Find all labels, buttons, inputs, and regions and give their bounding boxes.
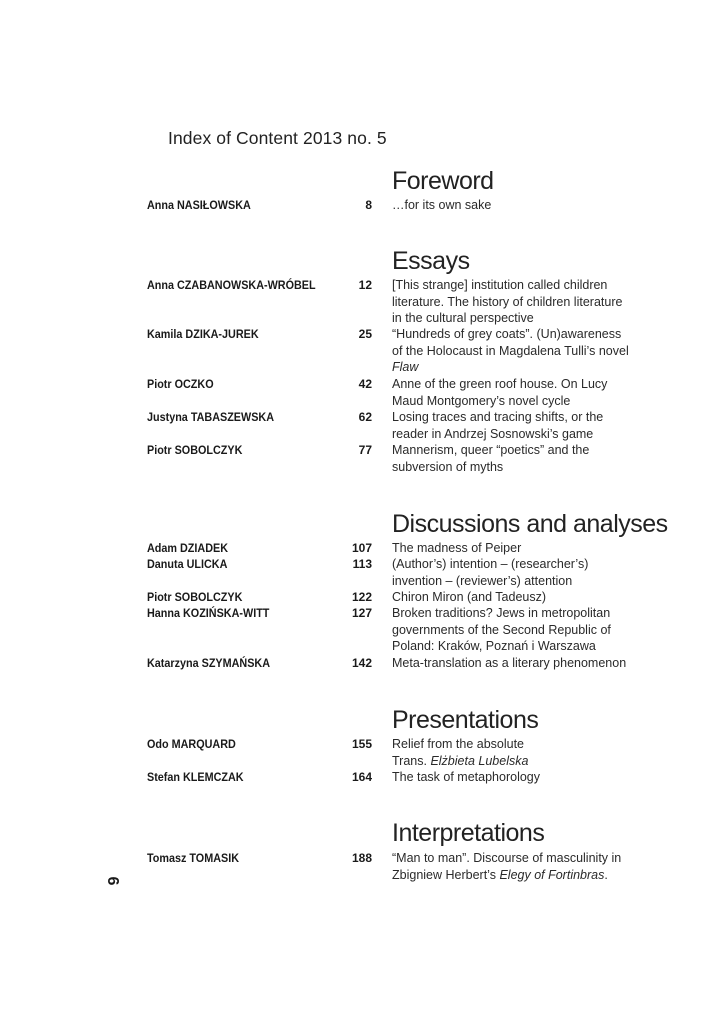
section-title: Presentations: [392, 706, 539, 734]
entry-author: Piotr OCZKO: [147, 377, 214, 391]
page-folio: 6: [104, 876, 121, 886]
entry-page: 155: [351, 737, 372, 751]
section-title: Interpretations: [392, 819, 545, 847]
entry-page: 122: [351, 590, 372, 604]
entry-title-mixed-line: [392, 867, 620, 884]
entry-title: [392, 326, 629, 376]
entry-title-line: (Author’s) intention – (researcher’s): [392, 557, 589, 571]
title-prefix: Zbigniew Herbert’s: [392, 867, 500, 882]
entry-title-line: subversion of myths: [392, 459, 504, 474]
entry-title: [392, 442, 620, 475]
entry-title: [392, 769, 620, 786]
entry-title-line: …for its own sake: [392, 198, 492, 212]
page-header: Index of Content 2013 no. 5: [168, 128, 387, 148]
entry-title-line: Maud Montgomery’s novel cycle: [392, 393, 571, 408]
entry-author: Odo MARQUARD: [147, 737, 236, 751]
translator-prefix: Trans.: [392, 753, 431, 768]
entry-title: [392, 540, 620, 557]
entry-title: [392, 409, 620, 442]
entry-author: Adam DZIADEK: [147, 541, 229, 555]
entry-author: Danuta ULICKA: [147, 557, 228, 571]
entry-page: 127: [351, 606, 372, 620]
entry-title-line: Broken traditions? Jews in metropolitan: [392, 606, 611, 620]
entry-page: 113: [352, 557, 372, 571]
entry-title-line: [This strange] institution called children: [392, 278, 608, 292]
entry-author: Piotr SOBOLCZYK: [147, 590, 243, 604]
entry-author: Kamila DZIKA-JUREK: [147, 327, 259, 341]
entry-title: [392, 589, 620, 606]
entry-author: Piotr SOBOLCZYK: [147, 443, 243, 457]
entry-title-line: Mannerism, queer “poetics” and the: [392, 443, 590, 457]
title-italic: Elegy of Fortinbras: [499, 867, 605, 882]
entry-title-line: Chiron Miron (and Tadeusz): [392, 590, 547, 604]
entry-page: 164: [351, 770, 372, 784]
entry-title: [392, 277, 623, 327]
entry-page: 107: [351, 541, 372, 555]
entry-title: [392, 850, 620, 883]
entry-title: [392, 655, 627, 672]
entry-title-line: [392, 359, 620, 376]
entry-author: Tomasz TOMASIK: [147, 851, 240, 865]
entry-title: [392, 736, 620, 769]
entry-page: 62: [358, 410, 372, 424]
entry-title-line: Losing traces and tracing shifts, or the: [392, 410, 604, 424]
entry-author: Katarzyna SZYMAŃSKA: [147, 656, 271, 670]
entry-page: 12: [358, 278, 372, 292]
entry-page: 188: [351, 851, 372, 865]
entry-title: [392, 556, 620, 589]
entry-title-line: literature. The history of children literature: [392, 294, 623, 309]
entry-title-line: Anne of the green roof house. On Lucy: [392, 377, 608, 391]
entry-author: Stefan KLEMCZAK: [147, 770, 244, 784]
entry-title-line: in the cultural perspective: [392, 311, 534, 325]
entry-title-line: Meta-translation as a literary phenomenon: [392, 656, 627, 670]
entry-page: 142: [351, 656, 372, 670]
entry-title-line: “Man to man”. Discourse of masculinity in: [392, 851, 622, 865]
entry-title-line: Poland: Kraków, Poznań i Warszawa: [392, 639, 596, 653]
entry-author: Hanna KOZIŃSKA-WITT: [147, 606, 270, 620]
title-suffix: .: [604, 867, 608, 882]
entry-title-line: governments of the Second Republic of: [392, 622, 611, 637]
section-title: Essays: [392, 247, 470, 275]
entry-title: [392, 605, 620, 655]
entry-page: 77: [358, 443, 372, 457]
entry-title-italic: Flaw: [392, 360, 419, 374]
section-title: Discussions and analyses: [392, 510, 668, 538]
entry-page: 25: [358, 327, 372, 341]
entry-translator-line: [392, 753, 620, 770]
entry-title: [392, 197, 620, 214]
entry-author: Justyna TABASZEWSKA: [147, 410, 275, 424]
translator-name: Elżbieta Lubelska: [430, 753, 529, 768]
entry-title-line: The task of metaphorology: [392, 770, 540, 784]
entry-title-line: “Hundreds of grey coats”. (Un)awareness: [392, 327, 622, 341]
entry-title-line: Relief from the absolute: [392, 737, 525, 751]
entry-page: 42: [358, 377, 372, 391]
entry-title-line: of the Holocaust in Magdalena Tulli’s novel: [392, 343, 629, 358]
entry-page: 8: [365, 198, 372, 212]
entry-title-line: reader in Andrzej Sosnowski’s game: [392, 426, 594, 441]
entry-author: Anna CZABANOWSKA-WRÓBEL: [147, 278, 316, 292]
entry-title: [392, 376, 620, 409]
entry-title-line: invention – (reviewer’s) attention: [392, 573, 573, 588]
entry-title-line: The madness of Peiper: [392, 541, 522, 555]
entry-author: Anna NASIŁOWSKA: [147, 198, 251, 212]
section-title: Foreword: [392, 167, 494, 195]
